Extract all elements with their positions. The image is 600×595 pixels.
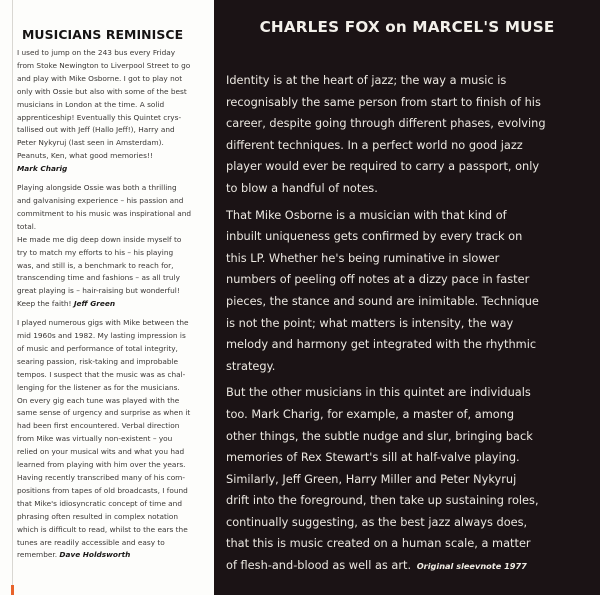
text-line: other things, the subtle nudge and slur, bringing back: [226, 428, 533, 443]
text-line: was, and still is, a benchmark to reach for,: [17, 260, 174, 270]
text-line: strategy.: [226, 358, 276, 373]
text-line: transcending time and fashions – as all truly: [17, 273, 180, 283]
text-line: too. Mark Charig, for example, a master of, among: [226, 406, 515, 421]
text-line: lenging for the listener as for the musicians.: [17, 382, 180, 392]
sleevenote-paragraph: [226, 70, 598, 200]
testimonial-text: [17, 317, 207, 562]
text-line: Having recently transcribed many of his com-: [17, 473, 185, 482]
text-line: different techniques. In a perfect world no good jazz: [226, 137, 523, 152]
testimonial-author: Dave Holdsworth: [59, 550, 131, 560]
text-line: memories of Rex Stewart's sill at half-valve playing.: [226, 450, 520, 465]
paragraph-text: [226, 70, 598, 200]
text-line: that this is music created on a human scale, a matter: [226, 536, 531, 551]
text-fragment: remember.: [17, 550, 58, 560]
text-line: recognisably the same person from start to finish of his: [226, 94, 541, 109]
text-line: That Mike Osborne is a musician with that kind of: [226, 207, 507, 222]
text-line: drift into the foreground, then take up sustaining roles,: [226, 493, 539, 508]
testimonial-author: Mark Charig: [17, 164, 68, 174]
testimonial-dave-holdsworth: [17, 317, 207, 562]
text-line: apprenticeship! Eventually this Quintet crys-: [17, 112, 182, 122]
text-line: On every gig each tune was played with the: [17, 395, 180, 405]
testimonial-mark-charig: [17, 47, 207, 176]
musicians-reminisce-panel: [0, 0, 214, 595]
text-line: great playing is – hair-raising but wonderful!: [17, 286, 180, 296]
text-line: career, despite going through different phases, evolving: [226, 116, 546, 131]
text-line: tunes are readily accessible and easy to: [17, 537, 165, 547]
margin-rule: [12, 0, 13, 595]
sleevenote-paragraph: [226, 205, 598, 378]
sleevenote-body: [226, 70, 598, 583]
text-line: try to match my efforts to his – his playing: [17, 247, 174, 257]
reminisce-content: [17, 27, 207, 568]
text-line: and galvanising experience – his passion and: [17, 195, 184, 205]
text-line: is not the point; what matters is intensity, the way: [226, 315, 514, 330]
text-line: from Mike was virtually non-existent – you: [17, 434, 173, 444]
text-fragment: Keep the faith!: [17, 299, 72, 309]
text-line: inbuilt uniqueness gets confirmed by every track on: [226, 229, 523, 244]
text-line: He made me dig deep down inside myself to: [17, 234, 182, 244]
sleevenote-credit: Original sleevnote 1977: [416, 561, 527, 572]
text-line: positions from tapes of old broadcasts, I found: [17, 485, 188, 495]
text-line: continually suggesting, as the best jazz always does,: [226, 514, 528, 529]
text-line: and play with Mike Osborne. I got to play not: [17, 73, 183, 83]
text-line: commitment to his music was inspirational and: [17, 208, 192, 218]
text-line: of music and performance of total integrity,: [17, 343, 178, 353]
text-line: only with Ossie but also with some of the best: [17, 86, 187, 96]
text-line: total.: [17, 221, 37, 231]
text-line: musicians in London at the time. A solid: [17, 99, 165, 109]
text-line: phrasing often resulted in complex notation: [17, 511, 179, 521]
text-line: But the other musicians in this quintet are individuals: [226, 385, 531, 400]
testimonial-jeff-green-part2: [17, 234, 207, 311]
text-line: to blow a handful of notes.: [226, 180, 378, 195]
text-line: Peanuts, Ken, what good memories!!: [17, 151, 153, 161]
text-line: I played numerous gigs with Mike between the: [17, 318, 189, 328]
text-line: mid 1960s and 1982. My lasting impression is: [17, 331, 186, 341]
text-line: Identity is at the heart of jazz; the way a music is: [226, 73, 507, 87]
testimonial-text: [17, 47, 207, 176]
testimonial-author: Jeff Green: [73, 299, 116, 309]
text-line: Similarly, Jeff Green, Harry Miller and Peter Nykyruj: [226, 471, 517, 486]
text-line: melody and harmony get integrated with the rhythmic: [226, 337, 537, 352]
text-line: had been first encountered. Verbal direction: [17, 421, 180, 431]
text-line: pieces, the stance and sound are inimitable. Technique: [226, 293, 539, 308]
text-line: that Mike's idiosyncratic concept of time and: [17, 498, 182, 508]
text-line-with-credit: [226, 555, 598, 578]
reminisce-title: MUSICIANS REMINISCE: [22, 27, 184, 42]
testimonial-text: [17, 234, 207, 311]
text-line: same sense of urgency and surprise as when it: [17, 408, 191, 418]
text-line: searing passion, risk-taking and improbable: [17, 356, 179, 366]
text-line: tallised out with Jeff (Hallo Jeff!), Harry and: [17, 125, 175, 135]
text-line: learned from playing with him over the years.: [17, 460, 186, 470]
text-line: numbers of peeling off notes at a dizzy pace in faster: [226, 272, 530, 287]
sleevenote-title: CHARLES FOX on MARCEL'S MUSE: [259, 18, 555, 36]
text-line: player would ever be required to carry a passport, only: [226, 159, 540, 174]
text-line: relied on your musical wits and what you had: [17, 447, 185, 457]
text-fragment: of flesh-and-blood as well as art.: [226, 558, 412, 573]
text-line: from Stoke Newington to Liverpool Street to go: [17, 60, 191, 70]
testimonial-jeff-green-part1: [17, 182, 207, 234]
testimonial-text: [17, 182, 207, 234]
sleevenote-panel: [214, 0, 600, 595]
text-line: this LP. Whether he's being ruminative in slower: [226, 250, 500, 265]
text-line-with-author: [17, 549, 207, 562]
text-line: Peter Nykyruj (last seen in Amsterdam).: [17, 138, 164, 148]
paragraph-text: [226, 382, 598, 577]
sleevenote-paragraph: [226, 382, 598, 577]
text-line: Playing alongside Ossie was both a thrilling: [17, 183, 177, 193]
text-line: which is difficult to read, whilst to the ears the: [17, 524, 188, 534]
paragraph-text: [226, 205, 598, 378]
text-line-with-author: [17, 298, 207, 311]
text-line: I used to jump on the 243 bus every Friday: [17, 48, 176, 57]
orange-accent-mark: [11, 585, 14, 595]
text-line: tempos. I suspect that the music was as chal-: [17, 369, 186, 379]
